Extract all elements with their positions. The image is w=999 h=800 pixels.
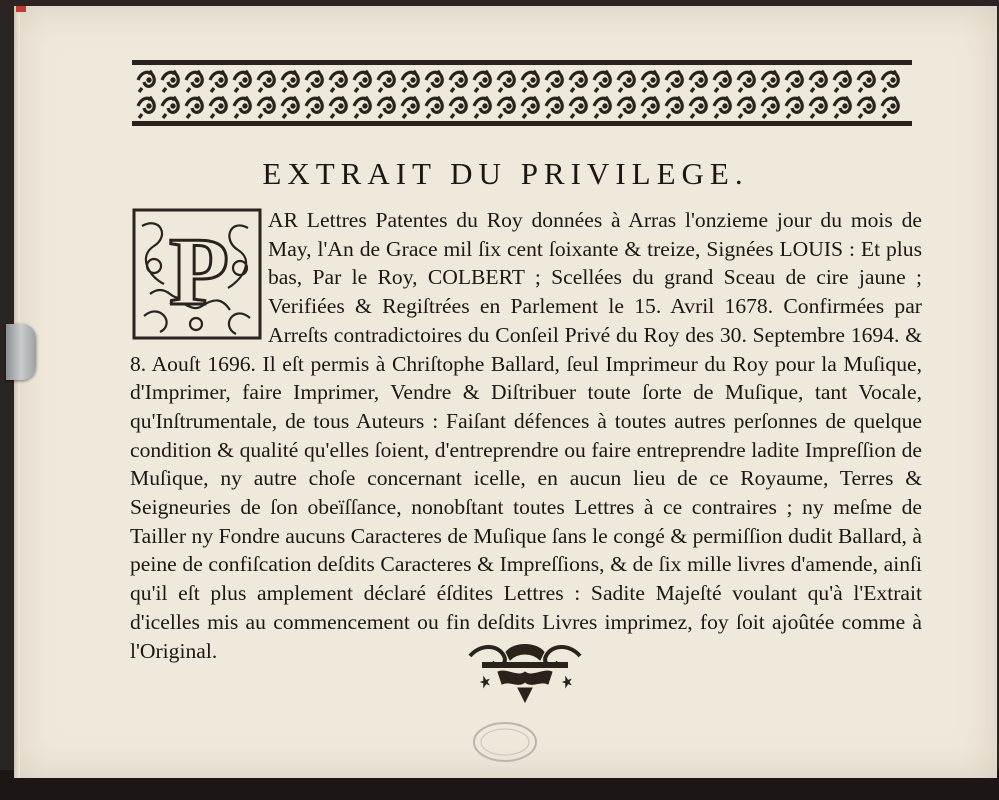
headpiece-motif-dot [483, 78, 487, 82]
headpiece-motif-dot [603, 78, 607, 82]
headpiece-motif-dot [171, 104, 175, 108]
library-stamp [471, 720, 539, 764]
headpiece-motif-dot [267, 104, 271, 108]
headpiece-motif-dot [459, 78, 463, 82]
headpiece-motif-dot [411, 104, 415, 108]
headpiece-motif-dot [891, 78, 895, 82]
headpiece-motif-dot [747, 104, 751, 108]
privilege-paragraph [130, 206, 922, 665]
page-clip [6, 324, 36, 380]
headpiece-motif-dot [363, 104, 367, 108]
headpiece-motif-dot [675, 78, 679, 82]
headpiece-motif-dot [675, 104, 679, 108]
headpiece-motif-dot [411, 78, 415, 82]
headpiece-motif-dot [819, 78, 823, 82]
headpiece-motif-dot [723, 104, 727, 108]
headpiece-motif-dot [435, 78, 439, 82]
paragraph-text: AR Lettres Patentes du Roy données à Arras l'onzieme jour du mois de May, l'An de Grace mil ſix cent ſoixante & treize, Signées LOUIS : Et plus bas, Par le Roy, COLBERT ; Scellées du grand Sceau de cire jaune ; Verifiées & Regiſtrées en Parlement le 15. Avril 1678. Confirmées par Arreſts contradictoires du Conſeil Privé du Roy des 30. Septembre 1694. & 8. Aouſt 1696. Il eſt permis à Chriſtophe Ballard, ſeul Imprimeur du Roy pour la Muſique, d'Imprimer, faire Imprimer, Vendre & Diſtribuer toute ſorte de Muſique, tant Vocale, qu'Inſtrumentale, de tous Auteurs : Faiſant défences à toutes autres perſonnes de quelque condition & qualité qu'elles ſoient, d'entreprendre ou faire entreprendre ladite Impreſſion de Muſique, ny autre choſe concernant icelle, en aucun lieu de ce Royaume, Terres & Seigneuries de ſon obeïſſance, nonobſtant toutes Lettres à ce contraires ; ny meſme de Tailler ny Fondre aucuns Caracteres de Muſique ſans le congé & permiſſion dudit Ballard, à peine de confiſcation deſdits Caracteres & Impreſſions, & de ſix mille livres d'amende, ainſi qu'il eſt plus amplement déclaré éſdites Lettres : Sadite Majeſté voulant qu'à l'Extrait d'icelles mis au commencement ou fin deſdits Livres imprimez, foy ſoit ajoûtée comme à l'Original. [130, 208, 922, 663]
headpiece-motif-dot [243, 78, 247, 82]
headpiece-motif-dot [483, 104, 487, 108]
headpiece-motif-dot [747, 78, 751, 82]
headpiece-motif-dot [531, 104, 535, 108]
headpiece-motif-dot [771, 104, 775, 108]
headpiece-motif-dot [315, 78, 319, 82]
headpiece-motif-dot [699, 78, 703, 82]
headpiece-motif-dot [363, 78, 367, 82]
headpiece-motif-dot [219, 78, 223, 82]
headpiece-motif-dot [795, 104, 799, 108]
headpiece-motif-dot [267, 78, 271, 82]
headpiece-motif-dot [843, 104, 847, 108]
svg-text:P: P [169, 218, 229, 326]
headpiece-motif-dot [219, 104, 223, 108]
headpiece-motif-dot [387, 104, 391, 108]
headpiece-motif-dot [315, 104, 319, 108]
headpiece-motif-dot [867, 104, 871, 108]
headpiece-motif-dot [195, 104, 199, 108]
document-page [14, 6, 997, 778]
headpiece-motif-dot [171, 78, 175, 82]
headpiece-motif-dot [579, 78, 583, 82]
headpiece-motif-dot [147, 104, 151, 108]
headpiece-motif-dot [651, 104, 655, 108]
headpiece-motif-dot [339, 78, 343, 82]
headpiece-motif-dot [555, 104, 559, 108]
headpiece-motif-dot [891, 104, 895, 108]
headpiece-motif-dot [291, 104, 295, 108]
headpiece-motif-dot [243, 104, 247, 108]
headpiece-motif-dot [579, 104, 583, 108]
headpiece-motif-dot [387, 78, 391, 82]
headpiece-ornament [132, 58, 912, 128]
decorated-initial [130, 206, 268, 342]
headpiece-motif-dot [603, 104, 607, 108]
headpiece-motif-dot [291, 78, 295, 82]
headpiece-motif-dot [195, 78, 199, 82]
headpiece-motif-dot [435, 104, 439, 108]
headpiece-motif-dot [699, 104, 703, 108]
headpiece-motif-dot [531, 78, 535, 82]
headpiece-motif-dot [651, 78, 655, 82]
headpiece-motif-dot [843, 78, 847, 82]
headpiece-motif-dot [147, 78, 151, 82]
headpiece-motif-dot [507, 104, 511, 108]
headpiece-motif-dot [627, 78, 631, 82]
headpiece-motif-dot [627, 104, 631, 108]
headpiece-motif-dot [867, 78, 871, 82]
page-edge-shadow [14, 6, 20, 778]
headpiece-motif-dot [819, 104, 823, 108]
headpiece-motif-dot [339, 104, 343, 108]
headpiece-motif-dot [459, 104, 463, 108]
tailpiece-ornament [462, 638, 588, 708]
headpiece-motif-dot [795, 78, 799, 82]
headpiece-motif-dot [555, 78, 559, 82]
scan-color-marker [16, 6, 26, 12]
document-title: EXTRAIT DU PRIVILEGE. [262, 156, 749, 191]
headpiece-motif-dot [507, 78, 511, 82]
headpiece-motif-dot [771, 78, 775, 82]
headpiece-motif-dot [723, 78, 727, 82]
